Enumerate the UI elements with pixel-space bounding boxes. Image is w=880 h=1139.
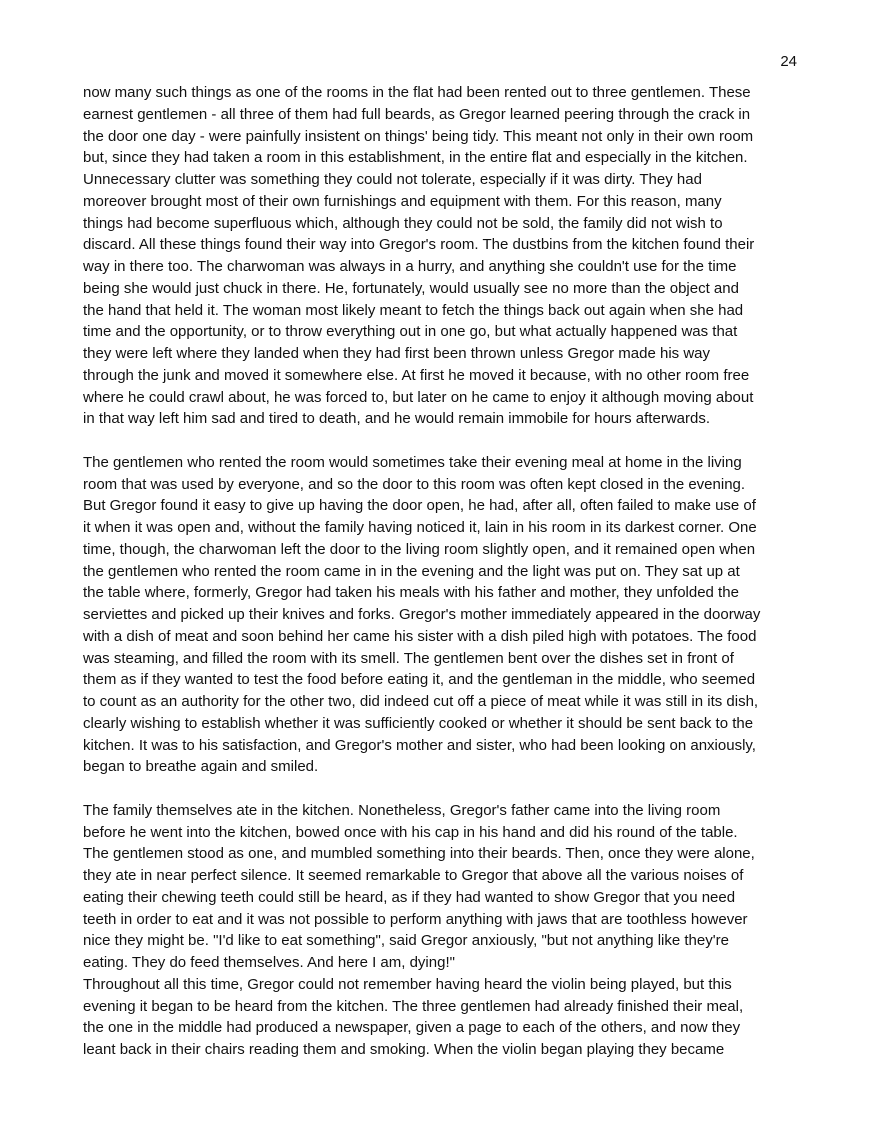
page-body: [83, 82, 799, 1061]
text-line: the gentlemen who rented the room came in in the evening and the light was put on. They sat up at: [83, 562, 740, 580]
text-line: in that way left him sad and tired to death, and he would remain immobile for hours afterwards.: [83, 410, 710, 428]
paragraph-1: [83, 82, 799, 430]
text-line: the hand that held it. The woman most likely meant to fetch the things back out again when she had: [83, 301, 744, 319]
text-line: where he could crawl about, he was forced to, but later on he came to enjoy it although moving about: [83, 388, 754, 406]
text-line: kitchen. It was to his satisfaction, and Gregor's mother and sister, who had been looking on anxiously,: [83, 736, 756, 754]
text-line: The gentlemen who rented the room would sometimes take their evening meal at home in the living: [83, 453, 742, 471]
text-line: leant back in their chairs reading them and smoking. When the violin began playing they became: [83, 1041, 725, 1058]
paragraph-2: [83, 452, 799, 778]
text-line: they were left where they landed when they had first been thrown unless Gregor made his way: [83, 345, 711, 362]
text-line: it when it was open and, without the family having noticed it, lain in his room in its darkest corner. One: [83, 519, 757, 536]
text-line: eating their chewing teeth could still be heard, as if they had wanted to show Gregor that you need: [83, 888, 736, 906]
text-line: they ate in near perfect silence. It seemed remarkable to Gregor that above all the various noises of: [83, 867, 744, 884]
text-line: clearly wishing to establish whether it was sufficiently cooked or whether it should be sent back to the: [83, 714, 754, 732]
text-line: the door one day - were painfully insistent on things' being tidy. This meant not only in their own room: [83, 127, 754, 145]
text-line: moreover brought most of their own furnishings and equipment with them. For this reason, many: [83, 192, 722, 210]
paragraph-spacer: [83, 778, 799, 800]
text-line: evening it began to be heard from the kitchen. The three gentlemen had already finished their meal,: [83, 997, 744, 1015]
text-line: but, since they had taken a room in this establishment, in the entire flat and especially in the kitchen.: [83, 149, 748, 167]
text-line: time, though, the charwoman left the door to the living room slightly open, and it remained open when: [83, 540, 756, 558]
text-line: room that was used by everyone, and so the door to this room was often kept closed in the evening.: [83, 475, 746, 493]
paragraph-4: [83, 974, 799, 1061]
text-line: the one in the middle had produced a newspaper, given a page to each of the others, and now they: [83, 1019, 741, 1037]
text-line: before he went into the kitchen, bowed once with his cap in his hand and did his round of the table.: [83, 823, 738, 841]
text-line: the table where, formerly, Gregor had taken his meals with his father and mother, they unfolded the: [83, 584, 739, 602]
text-line: time and the opportunity, or to throw everything out in one go, but what actually happened was that: [83, 323, 738, 341]
text-line: The gentlemen stood as one, and mumbled something into their beards. Then, once they were alone,: [83, 845, 755, 863]
text-line: discard. All these things found their way into Gregor's room. The dustbins from the kitchen found their: [83, 236, 755, 254]
text-line: earnest gentlemen - all three of them had full beards, as Gregor learned peering through the crack in: [83, 105, 751, 123]
paragraph-3: [83, 800, 799, 974]
text-line: with a dish of meat and soon behind her came his sister with a dish piled high with potatoes. The food: [83, 627, 757, 645]
text-line: eating. They do feed themselves. And here I am, dying!": [83, 954, 455, 971]
text-line: way in there too. The charwoman was always in a hurry, and anything she couldn't use for the time: [83, 258, 737, 275]
text-line: Unnecessary clutter was something they could not tolerate, especially if it was dirty. They had: [83, 171, 702, 188]
text-line: began to breathe again and smiled.: [83, 758, 319, 776]
text-line: serviettes and picked up their knives and forks. Gregor's mother immediately appeared in the doorway: [83, 606, 761, 623]
text-line: to count as an authority for the other two, did indeed cut off a piece of meat while it was still in its dish,: [83, 693, 759, 710]
page-number: 24: [780, 53, 797, 70]
text-line: teeth in order to eat and it was not possible to perform anything with jaws that are toothless however: [83, 910, 748, 928]
text-line: The family themselves ate in the kitchen. Nonetheless, Gregor's father came into the living room: [83, 801, 721, 819]
text-line: things had become superfluous which, although they could not be sold, the family did not wish to: [83, 214, 723, 232]
text-line: But Gregor found it easy to give up having the door open, he had, after all, often failed to make use of: [83, 497, 756, 515]
paragraph-spacer: [83, 430, 799, 452]
text-line: was steaming, and filled the room with its smell. The gentlemen bent over the dishes set in front of: [83, 649, 734, 667]
text-line: them as if they wanted to test the food before eating it, and the gentleman in the middle, who seemed: [83, 671, 756, 689]
text-line: now many such things as one of the rooms in the flat had been rented out to three gentlemen. These: [83, 84, 751, 101]
text-line: through the junk and moved it somewhere else. At first he moved it because, with no other room free: [83, 366, 750, 384]
text-line: being she would just chuck in there. He, fortunately, would usually see no more than the object and: [83, 279, 739, 297]
text-line: nice they might be. "I'd like to eat something", said Gregor anxiously, "but not anything like they're: [83, 932, 729, 950]
text-line: Throughout all this time, Gregor could not remember having heard the violin being played, but this: [83, 975, 732, 993]
